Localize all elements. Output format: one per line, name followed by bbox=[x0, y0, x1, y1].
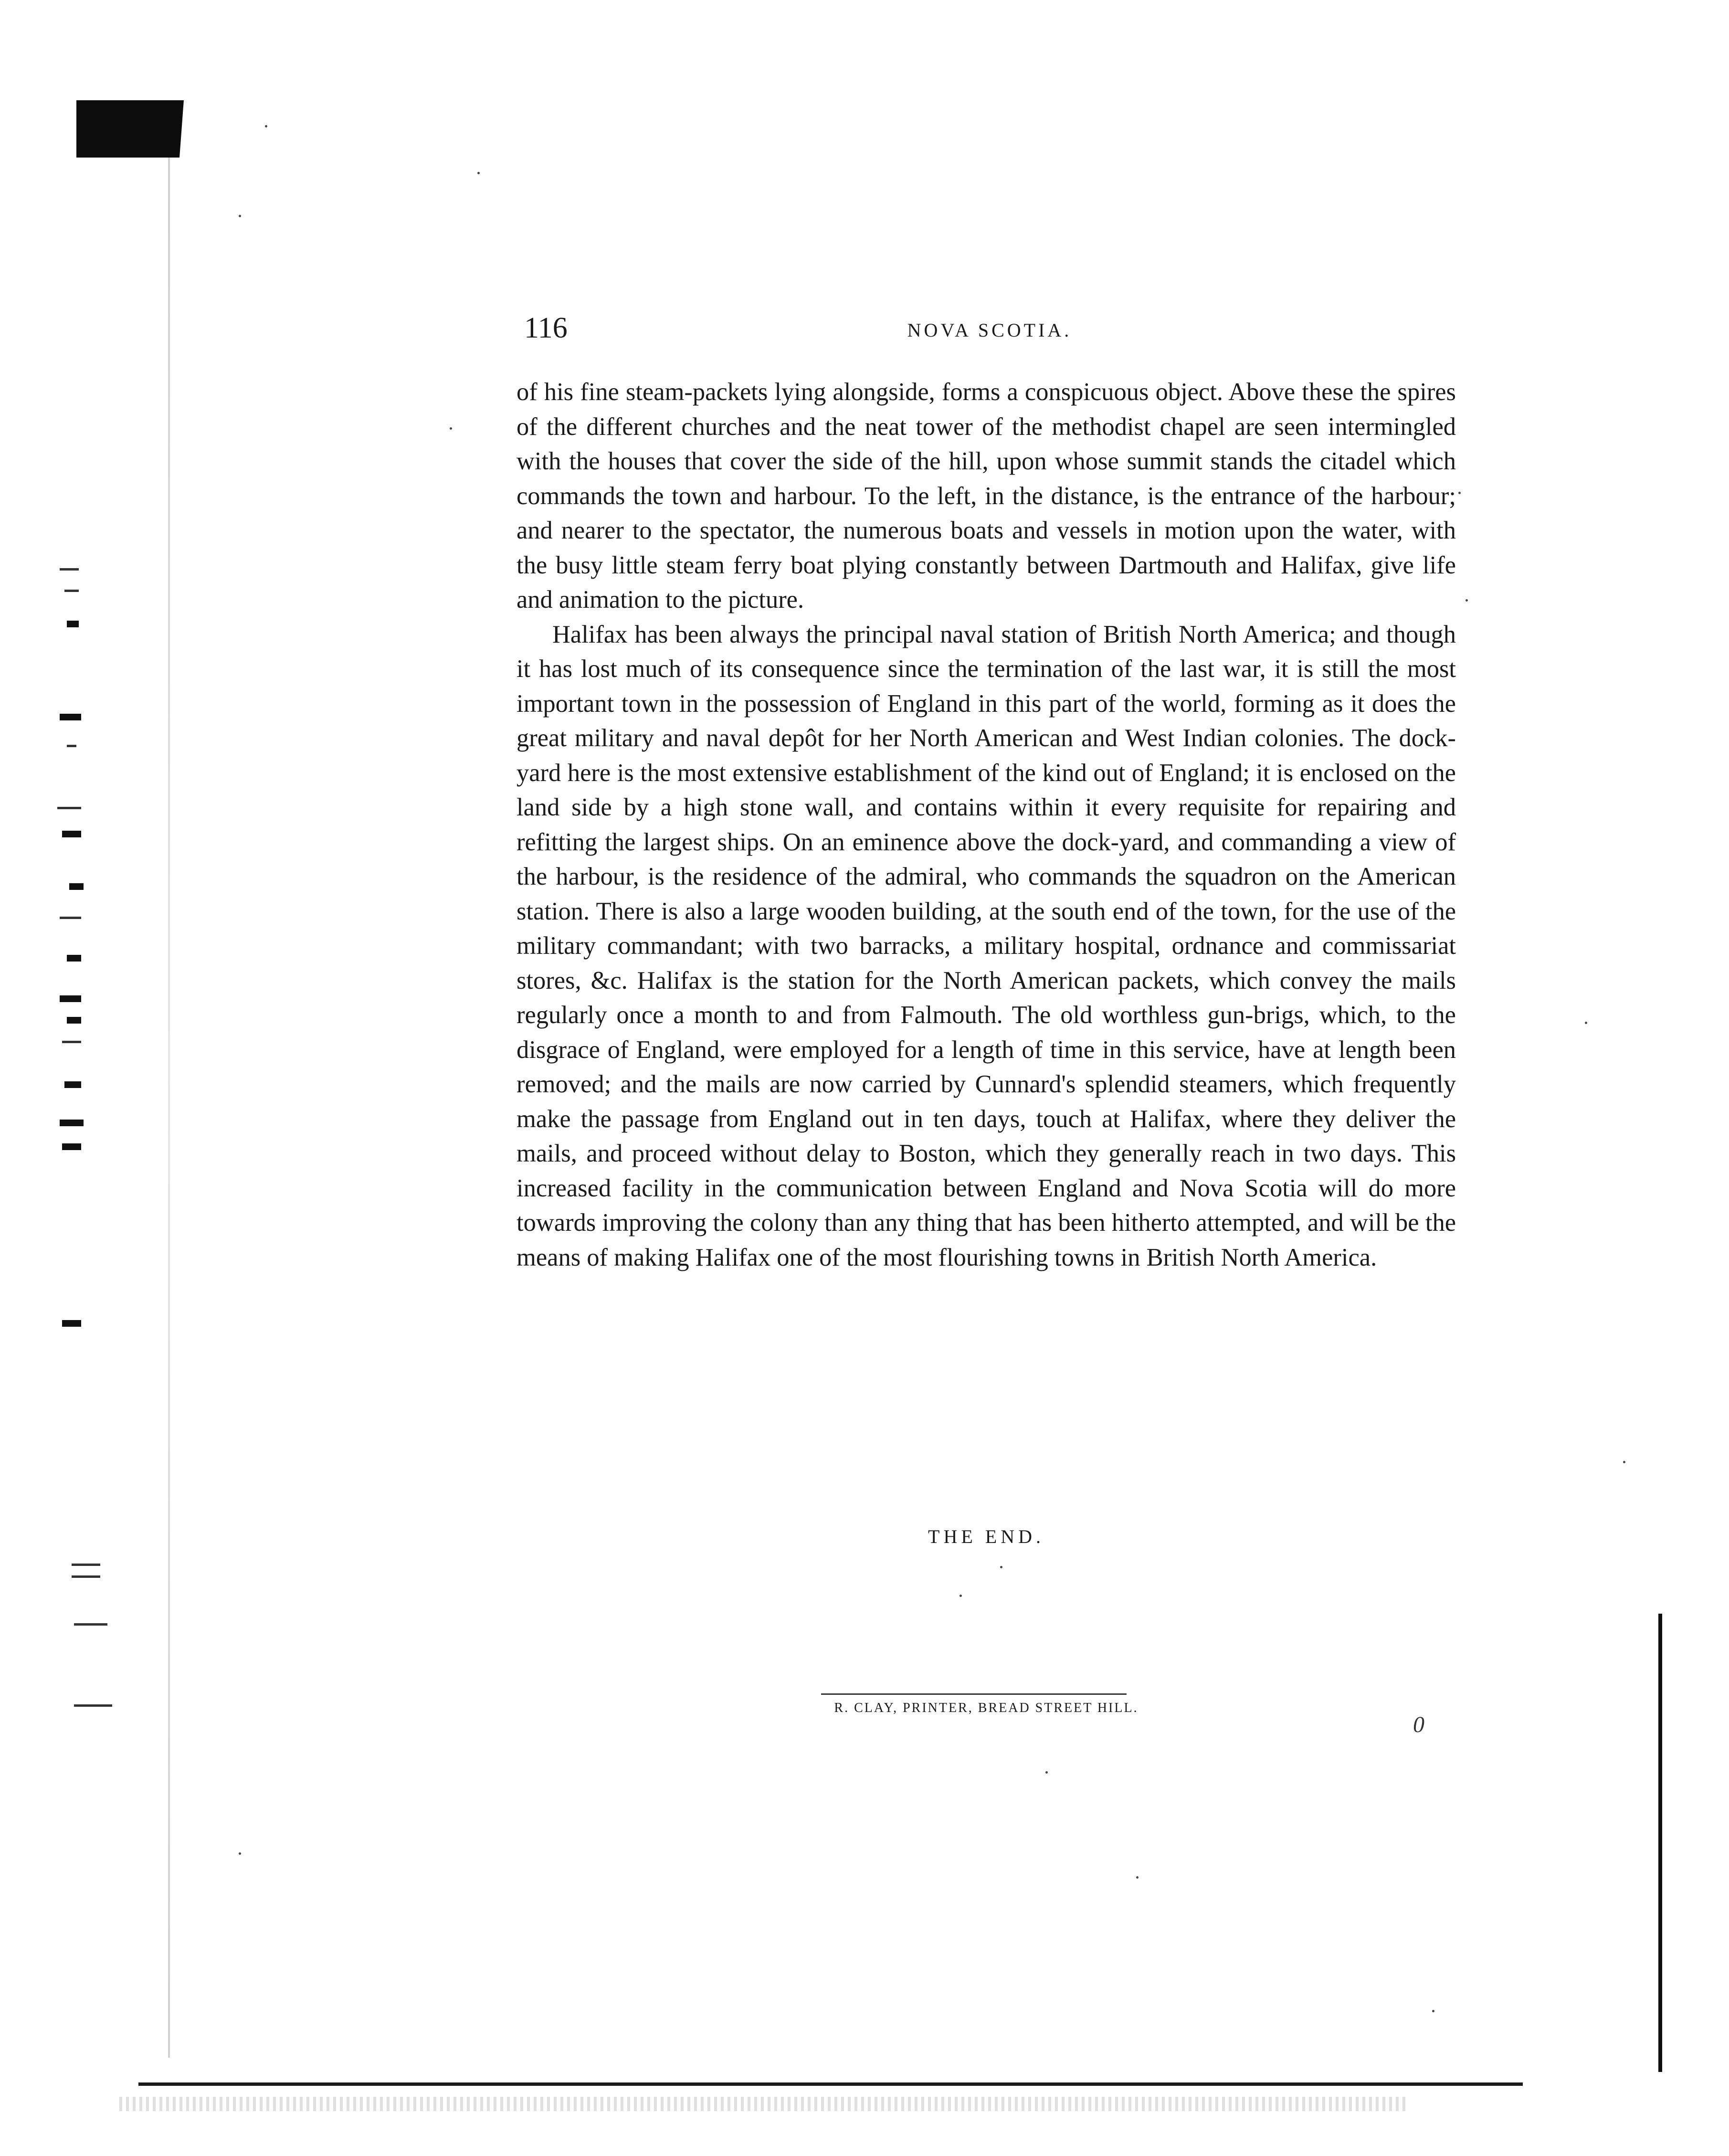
scan-speck bbox=[1000, 1566, 1002, 1568]
scan-speck bbox=[1045, 1771, 1048, 1774]
right-edge-shadow bbox=[1658, 1614, 1662, 2072]
scan-speck bbox=[477, 172, 480, 174]
page-number: 116 bbox=[524, 312, 568, 344]
stray-mark: 0 bbox=[1413, 1712, 1424, 1737]
printer-rule bbox=[821, 1693, 1127, 1695]
printer-imprint: R. CLAY, PRINTER, BREAD STREET HILL. bbox=[834, 1701, 1139, 1715]
paragraph-halifax-naval-station: Halifax has been always the principal naval station of British North America; and though it has lost much of its consequence since the termination of the last war, it is still the most important town in the possession of England in this part of the world, forming as it does the great military and naval depôt for her North American and West Indian colonies. The dock-yard here is the most extensive establishment of the kind out of England; it is enclosed on the land side by a high stone wall, and contains within it every requisite for repairing and refitting the largest ships. On an eminence above the dock-yard, and commanding a view of the harbour, is the residence of the admiral, who commands the squadron on the American station. There is also a large wooden building, at the south end of the town, for the use of the military commandant; with two barracks, a military hospital, ordnance and commissariat stores, &c. Halifax is the station for the North American packets, which convey the mails regularly once a month to and from Falmouth. The old worthless gun-brigs, which, to the disgrace of England, were employed for a length of time in this service, have at length been removed; and the mails are now carried by Cunnard's splendid steamers, which frequently make the passage from England out in ten days, touch at Halifax, where they deliver the mails, and proceed without delay to Boston, which they generally reach in two days. This increased facility in the communication between England and Nova Scotia will do more towards improving the colony than any thing that has been hitherto attempted, and will be the means of making Halifax one of the most flourishing towns in British North America. bbox=[517, 620, 1456, 1271]
scan-speck bbox=[959, 1595, 962, 1597]
scan-speck bbox=[1458, 492, 1461, 494]
scan-speck bbox=[1465, 599, 1468, 602]
bottom-edge-rule bbox=[138, 2082, 1523, 2086]
running-head bbox=[524, 311, 1455, 349]
left-edge-rule bbox=[168, 158, 170, 2058]
scan-speck bbox=[1432, 2010, 1434, 2012]
the-end-heading: THE END. bbox=[928, 1526, 1044, 1547]
scan-speck bbox=[1585, 1022, 1587, 1024]
paragraph-continued: of his fine steam-packets lying alongside, forms a conspicuous object. Above these the spires of the different churches and the neat tower of the methodist chapel are seen intermingled with the houses that cover the side of the hill, upon whose summit stands the citadel which commands the town and harbour. To the left, in the distance, is the entrance of the harbour; and nearer to the spectator, the numerous boats and vessels in motion upon the water, with the busy little steam ferry boat plying constantly between Dartmouth and Halifax, give life and animation to the picture. bbox=[517, 378, 1456, 613]
scan-speck bbox=[239, 215, 241, 217]
scan-speck bbox=[265, 125, 267, 127]
scan-speck bbox=[1623, 1461, 1625, 1463]
body-text bbox=[517, 375, 1456, 1275]
scan-speck bbox=[450, 427, 452, 430]
running-title: NOVA SCOTIA. bbox=[907, 319, 1072, 341]
scan-speck bbox=[239, 1852, 241, 1855]
left-margin-scan-marks bbox=[53, 0, 138, 2156]
scan-speck bbox=[1136, 1876, 1139, 1879]
